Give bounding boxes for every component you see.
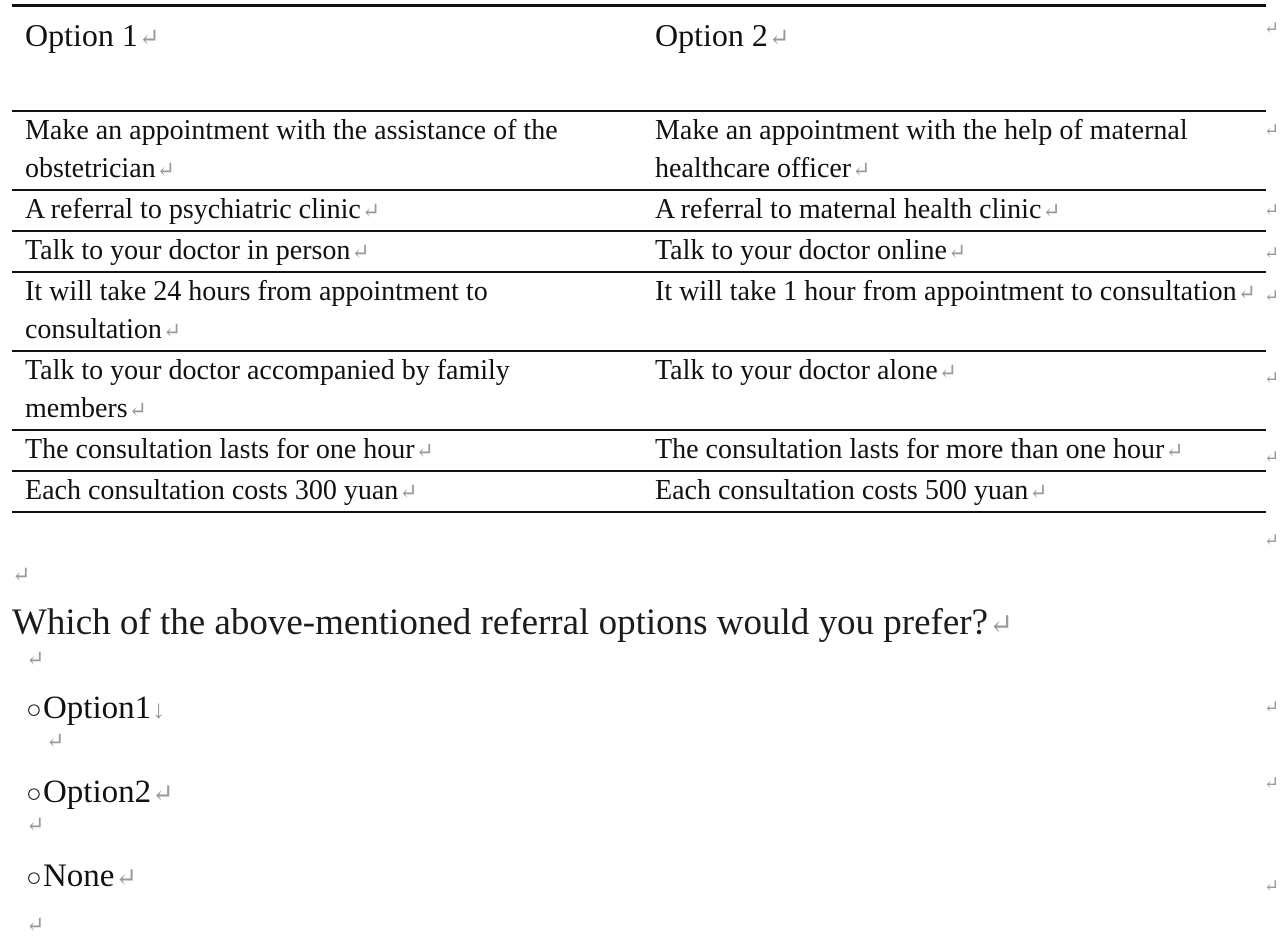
table-row (12, 190, 1266, 231)
row-end-mark-icon: ↵ (1264, 368, 1280, 388)
paragraph-mark-icon: ↵ (938, 360, 957, 384)
table-cell (12, 272, 642, 351)
row-end-mark-icon: ↵ (1264, 18, 1280, 38)
table-cell (12, 471, 642, 512)
paragraph-mark-icon: ↵ (351, 240, 370, 264)
answer-option1[interactable] (26, 688, 165, 730)
row-end-mark-icon: ↵ (1264, 243, 1280, 263)
table-header-cell (12, 6, 642, 112)
row3-option1: Talk to your doctor in person (25, 235, 351, 266)
table-cell (12, 111, 642, 190)
row7-option2: Each consultation costs 500 yuan (655, 475, 1029, 506)
row2-option2: A referral to maternal health clinic (655, 194, 1042, 225)
row-end-mark-icon: ↵ (1264, 530, 1280, 550)
row1-option1: Make an appointment with the assistance of the obstetrician (25, 115, 558, 184)
radio-button-icon[interactable]: ○ (26, 694, 42, 724)
paragraph-mark-icon: ↵ (947, 240, 967, 264)
choice-table (12, 4, 1266, 513)
table-header-cell (642, 6, 1266, 112)
table-cell (12, 231, 642, 272)
paragraph-mark-icon: ↵ (26, 646, 45, 671)
row4-option1: It will take 24 hours from appointment to consultation (25, 276, 488, 345)
table-cell (12, 351, 642, 430)
row-end-mark-icon: ↵ (1264, 697, 1280, 717)
paragraph-mark-icon: ↵ (768, 25, 790, 52)
table-cell (642, 272, 1266, 351)
row6-option1: The consultation lasts for one hour (25, 434, 415, 465)
question-label: Which of the above-mentioned referral options would you prefer? (12, 602, 989, 643)
table-cell (642, 231, 1266, 272)
answer-option2-label: Option2 (42, 774, 152, 810)
paragraph-mark-icon: ↵ (152, 779, 174, 808)
row-end-mark-icon: ↵ (1264, 200, 1280, 220)
table-cell (642, 471, 1266, 512)
paragraph-mark-icon: ↵ (26, 912, 45, 937)
header-option1: Option 1 (25, 17, 138, 53)
radio-button-icon[interactable]: ○ (26, 862, 42, 892)
paragraph-mark-icon: ↵ (415, 439, 434, 463)
table-row (12, 111, 1266, 190)
row5-option2: Talk to your doctor alone (655, 355, 938, 386)
table-row (12, 231, 1266, 272)
paragraph-mark-icon: ↵ (1165, 439, 1184, 463)
table-row (12, 471, 1266, 512)
table-cell (642, 430, 1266, 471)
paragraph-mark-icon: ↵ (852, 158, 871, 182)
paragraph-mark-icon: ↵ (12, 562, 31, 587)
paragraph-mark-icon: ↵ (156, 158, 175, 182)
paragraph-mark-icon: ↵ (26, 812, 45, 837)
row-end-mark-icon: ↵ (1264, 286, 1280, 306)
radio-button-icon[interactable]: ○ (26, 778, 42, 808)
table-header-row (12, 6, 1266, 112)
answer-option2[interactable] (26, 772, 174, 814)
paragraph-mark-icon: ↵ (1029, 480, 1048, 504)
table-row (12, 351, 1266, 430)
table-cell (12, 190, 642, 231)
row6-option2: The consultation lasts for more than one hour (655, 434, 1165, 465)
row1-option2: Make an appointment with the help of maternal healthcare officer (655, 115, 1188, 184)
paragraph-mark-icon: ↵ (138, 25, 160, 52)
row-end-mark-icon: ↵ (1264, 773, 1280, 793)
table-row (12, 430, 1266, 471)
line-break-icon: ↓ (152, 695, 165, 724)
paragraph-mark-icon: ↵ (399, 480, 418, 504)
answer-none-label: None (42, 858, 115, 894)
row5-option1: Talk to your doctor accompanied by family members (25, 355, 510, 424)
row4-option2: It will take 1 hour from appointment to consultation (655, 276, 1237, 307)
row7-option1: Each consultation costs 300 yuan (25, 475, 399, 506)
answer-none[interactable] (26, 856, 137, 898)
row-end-mark-icon: ↵ (1264, 876, 1280, 896)
table-cell (12, 430, 642, 471)
row-end-mark-icon: ↵ (1264, 120, 1280, 140)
table-cell (642, 190, 1266, 231)
paragraph-mark-icon: ↵ (162, 319, 182, 343)
table-cell (642, 351, 1266, 430)
header-option2: Option 2 (655, 17, 768, 53)
row2-option1: A referral to psychiatric clinic (25, 194, 361, 225)
table-cell (642, 111, 1266, 190)
paragraph-mark-icon: ↵ (1237, 281, 1256, 305)
paragraph-mark-icon: ↵ (1042, 199, 1061, 223)
answer-option1-label: Option1 (42, 690, 152, 726)
row-end-mark-icon: ↵ (1264, 447, 1280, 467)
paragraph-mark-icon: ↵ (128, 398, 147, 422)
paragraph-mark-icon: ↵ (361, 199, 381, 223)
row3-option2: Talk to your doctor online (655, 235, 947, 266)
paragraph-mark-icon: ↵ (115, 863, 138, 892)
paragraph-mark-icon: ↵ (46, 728, 65, 753)
table-row (12, 272, 1266, 351)
paragraph-mark-icon: ↵ (989, 609, 1014, 641)
question-text (12, 600, 1252, 648)
